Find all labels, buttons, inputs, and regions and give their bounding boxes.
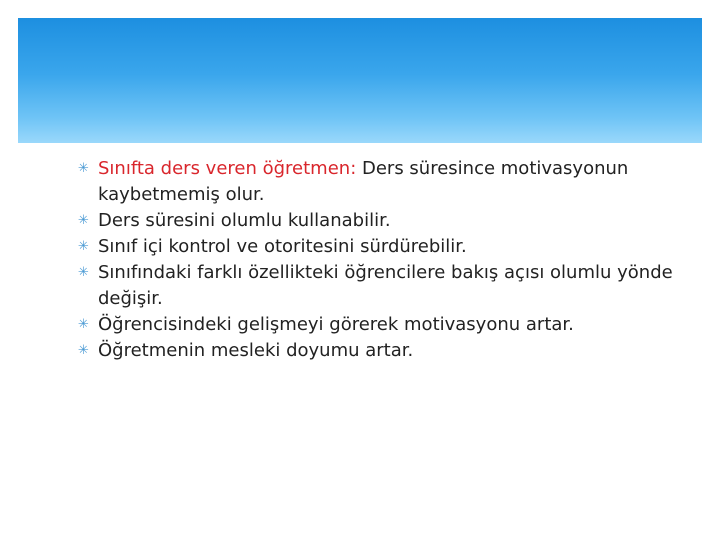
asterisk-bullet-icon: ✳ <box>78 343 89 358</box>
list-item-text: Sınıf içi kontrol ve otoritesini sürdürebilir. <box>98 236 467 257</box>
list-item-text: Öğretmenin mesleki doyumu artar. <box>98 340 414 361</box>
asterisk-bullet-icon: ✳ <box>78 161 89 176</box>
asterisk-bullet-icon: ✳ <box>78 213 89 228</box>
bullet-list <box>78 156 678 364</box>
asterisk-bullet-icon: ✳ <box>78 265 89 280</box>
list-item-text: Ders süresince motivasyonun kaybetmemiş olur. <box>98 158 629 205</box>
title-band <box>18 18 702 143</box>
list-item <box>78 234 678 260</box>
list-item <box>78 156 678 208</box>
list-item <box>78 208 678 234</box>
list-item-text: Ders süresini olumlu kullanabilir. <box>98 210 391 231</box>
list-item-text: Sınıfındaki farklı özellikteki öğrencilere bakış açısı olumlu yönde değişir. <box>98 262 673 309</box>
asterisk-bullet-icon: ✳ <box>78 239 89 254</box>
highlighted-lead-text: Sınıfta ders veren öğretmen: <box>98 158 357 179</box>
list-item <box>78 338 678 364</box>
asterisk-bullet-icon: ✳ <box>78 317 89 332</box>
list-item <box>78 312 678 338</box>
list-item <box>78 260 678 312</box>
list-item-text: Öğrencisindeki gelişmeyi görerek motivasyonu artar. <box>98 314 574 335</box>
